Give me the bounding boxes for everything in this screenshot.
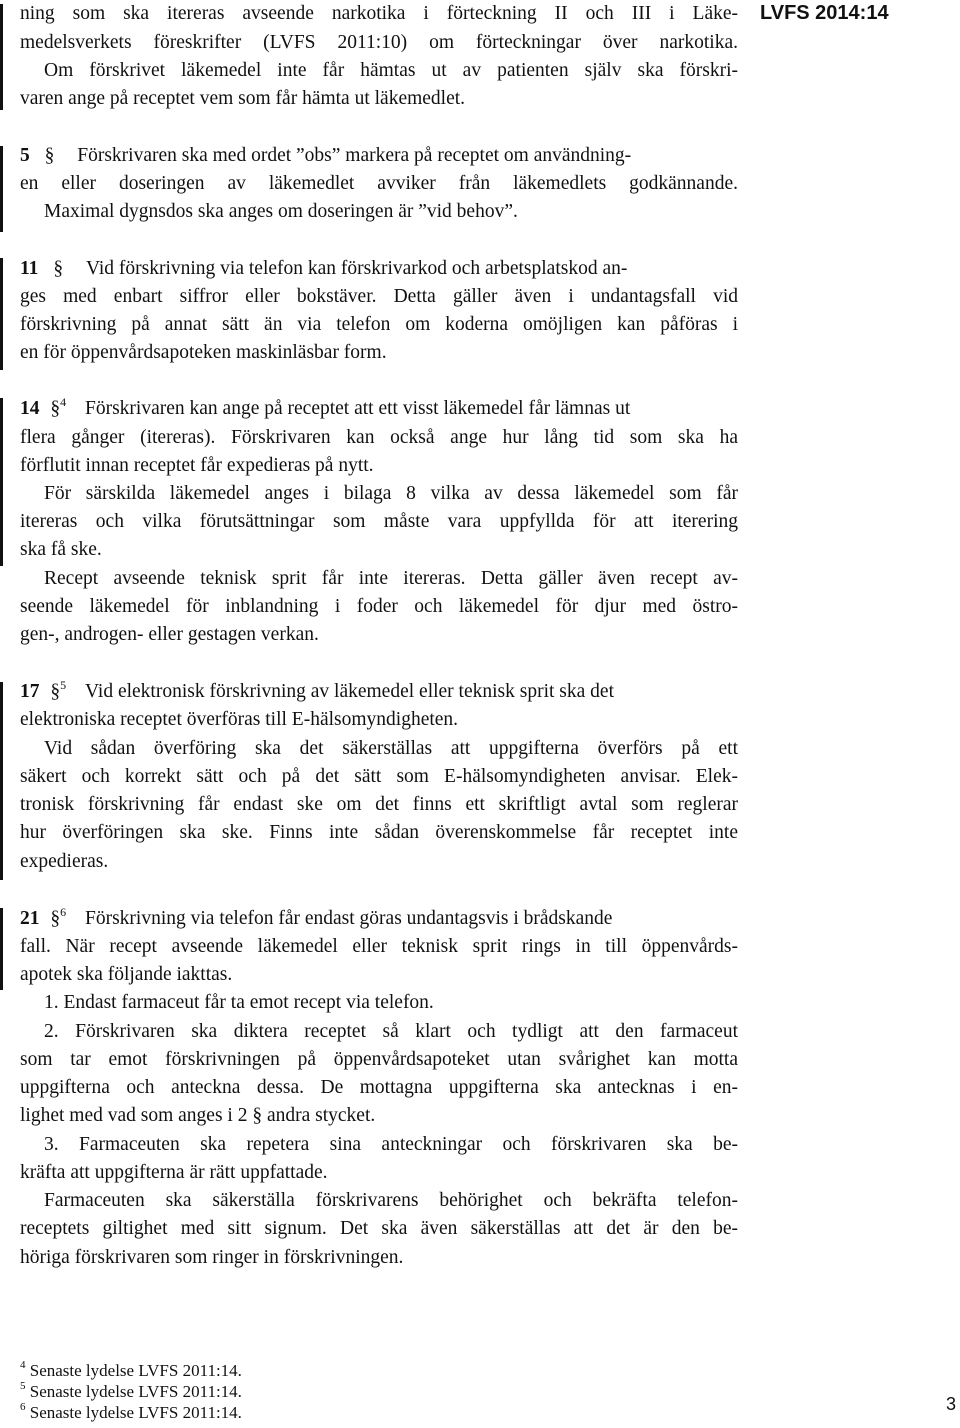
text-line: Vid förskrivning via telefon kan förskrivarkod och arbetsplatskod an- xyxy=(85,258,628,279)
text-line: tronisk förskrivning får endast ske om det finns ett skriftligt avtal som reglerar xyxy=(20,794,738,815)
text-span: lighet med vad som anges i 2 xyxy=(20,1105,248,1126)
section-number: 11 xyxy=(20,258,39,279)
list-item: 1. Endast farmaceut får ta emot recept via telefon. xyxy=(44,992,434,1013)
footnote-text: Senaste lydelse LVFS 2011:14. xyxy=(29,1403,242,1422)
text-line: Farmaceuten ska säkerställa förskrivarens behörighet och bekräfta telefon- xyxy=(44,1190,738,1211)
footnote-number: 4 xyxy=(20,1359,26,1372)
text-line: kräfta att uppgifterna är rätt uppfattade. xyxy=(20,1162,328,1183)
change-bar xyxy=(0,682,3,880)
change-bar xyxy=(0,908,3,990)
text-line: uppgifterna och anteckna dessa. De mottagna uppgifterna ska antecknas i en- xyxy=(20,1077,738,1098)
text-line: Förskrivaren ska med ordet ”obs” markera på receptet om användning- xyxy=(77,145,632,166)
text-line: elektroniska receptet överföras till E-hälsomyndigheten. xyxy=(20,709,459,730)
footnote-text: Senaste lydelse LVFS 2011:14. xyxy=(29,1382,242,1401)
text-line: Förskrivaren kan ange på receptet att ett visst läkemedel får lämnas ut xyxy=(85,398,631,419)
footnote xyxy=(20,1382,242,1402)
text-line: hur överföringen ska ske. Finns inte sådan överenskommelse får receptet inte xyxy=(20,822,738,843)
change-bar xyxy=(0,146,3,232)
section-heading-line xyxy=(20,146,631,166)
text-line: gen-, androgen- eller gestagen verkan. xyxy=(20,624,319,645)
text-line: Maximal dygnsdos ska anges om doseringen är ”vid behov”. xyxy=(44,201,518,222)
footnote-number: 5 xyxy=(20,1380,26,1393)
text-line: förskrivning på annat sätt än via telefon om koderna omöjligen kan påföras i xyxy=(20,314,738,335)
text-line: ska få ske. xyxy=(20,539,102,560)
change-bar xyxy=(0,258,3,370)
section-number: 21 xyxy=(20,908,40,929)
footnote-ref: 5 xyxy=(60,677,67,692)
footnote xyxy=(20,1403,242,1423)
text-line: apotek ska följande iakttas. xyxy=(20,964,233,985)
footnote-ref: 4 xyxy=(60,394,67,409)
text-line: höriga förskrivaren som ringer in förskrivningen. xyxy=(20,1247,404,1268)
change-bar xyxy=(0,4,3,110)
text-line: förflutit innan receptet får expedieras på nytt. xyxy=(20,455,374,476)
text-line: flera gånger (itereras). Förskrivaren kan också ange hur lång tid som ska ha xyxy=(20,427,738,448)
text-line: Recept avseende teknisk sprit får inte itereras. Detta gäller även recept av- xyxy=(44,568,738,589)
text-line: ges med enbart siffror eller bokstäver. Detta gäller även i undantagsfall vid xyxy=(20,286,738,307)
section-symbol: § xyxy=(252,1105,263,1126)
text-line: Om förskrivet läkemedel inte får hämtas ut av patienten själv ska förskri- xyxy=(44,60,738,81)
section-symbol: § xyxy=(53,258,64,279)
section-symbol: § xyxy=(50,908,61,929)
text-span: andra stycket. xyxy=(266,1105,376,1126)
footnote-ref: 6 xyxy=(60,904,67,919)
footnote xyxy=(20,1361,242,1381)
text-line: Förskrivning via telefon får endast göras undantagsvis i brådskande xyxy=(85,908,613,929)
section-number: 17 xyxy=(20,681,40,702)
list-item: 2. Förskrivaren ska diktera receptet så klart och tydligt att den farmaceut xyxy=(44,1021,738,1042)
section-symbol: § xyxy=(44,145,55,166)
text-line: seende läkemedel för inblandning i foder och läkemedel för djur med östro- xyxy=(20,596,738,617)
footnote-number: 6 xyxy=(20,1401,26,1414)
section-heading-line xyxy=(20,677,614,702)
text-line xyxy=(20,1106,375,1126)
section-heading-line xyxy=(20,904,613,929)
page-number: 3 xyxy=(946,1394,957,1414)
text-line: Vid elektronisk förskrivning av läkemedel eller teknisk sprit ska det xyxy=(85,681,614,702)
text-line: itereras och vilka förutsättningar som måste vara uppfyllda för att iterering xyxy=(20,511,738,532)
text-line: expedieras. xyxy=(20,851,109,872)
text-line: säkert och korrekt sätt och på det sätt som E-hälsomyndigheten anvisar. Elek- xyxy=(20,766,738,787)
text-line: fall. När recept avseende läkemedel eller teknisk sprit rings in till öppenvårds- xyxy=(20,936,738,957)
text-line: ning som ska itereras avseende narkotika i förteckning II och III i Läke- xyxy=(20,3,738,24)
document-header: LVFS 2014:14 xyxy=(760,2,889,24)
section-heading-line xyxy=(20,394,631,419)
text-line: För särskilda läkemedel anges i bilaga 8 vilka av dessa läkemedel som får xyxy=(44,483,738,504)
change-bar xyxy=(0,398,3,566)
section-heading-line xyxy=(20,259,627,279)
section-symbol: § xyxy=(50,681,61,702)
footnote-text: Senaste lydelse LVFS 2011:14. xyxy=(29,1361,242,1380)
text-line: receptets giltighet med sitt signum. Det ska även säkerställas att det är den be- xyxy=(20,1218,738,1239)
section-number: 14 xyxy=(20,398,40,419)
text-line: en för öppenvårdsapoteken maskinläsbar form. xyxy=(20,342,387,363)
text-line: varen ange på receptet vem som får hämta ut läkemedlet. xyxy=(20,88,466,109)
text-line: som tar emot förskrivningen på öppenvårdsapoteket utan svårighet kan motta xyxy=(20,1049,738,1070)
text-line: en eller doseringen av läkemedlet avviker från läkemedlets godkännande. xyxy=(20,173,738,194)
text-line: Vid sådan överföring ska det säkerställas att uppgifterna överförs på ett xyxy=(44,738,738,759)
section-symbol: § xyxy=(50,398,61,419)
text-line: medelsverkets föreskrifter (LVFS 2011:10) om förteckningar över narkotika. xyxy=(20,32,738,53)
list-item: 3. Farmaceuten ska repetera sina anteckningar och förskrivaren ska be- xyxy=(44,1134,738,1155)
section-number: 5 xyxy=(20,145,30,166)
